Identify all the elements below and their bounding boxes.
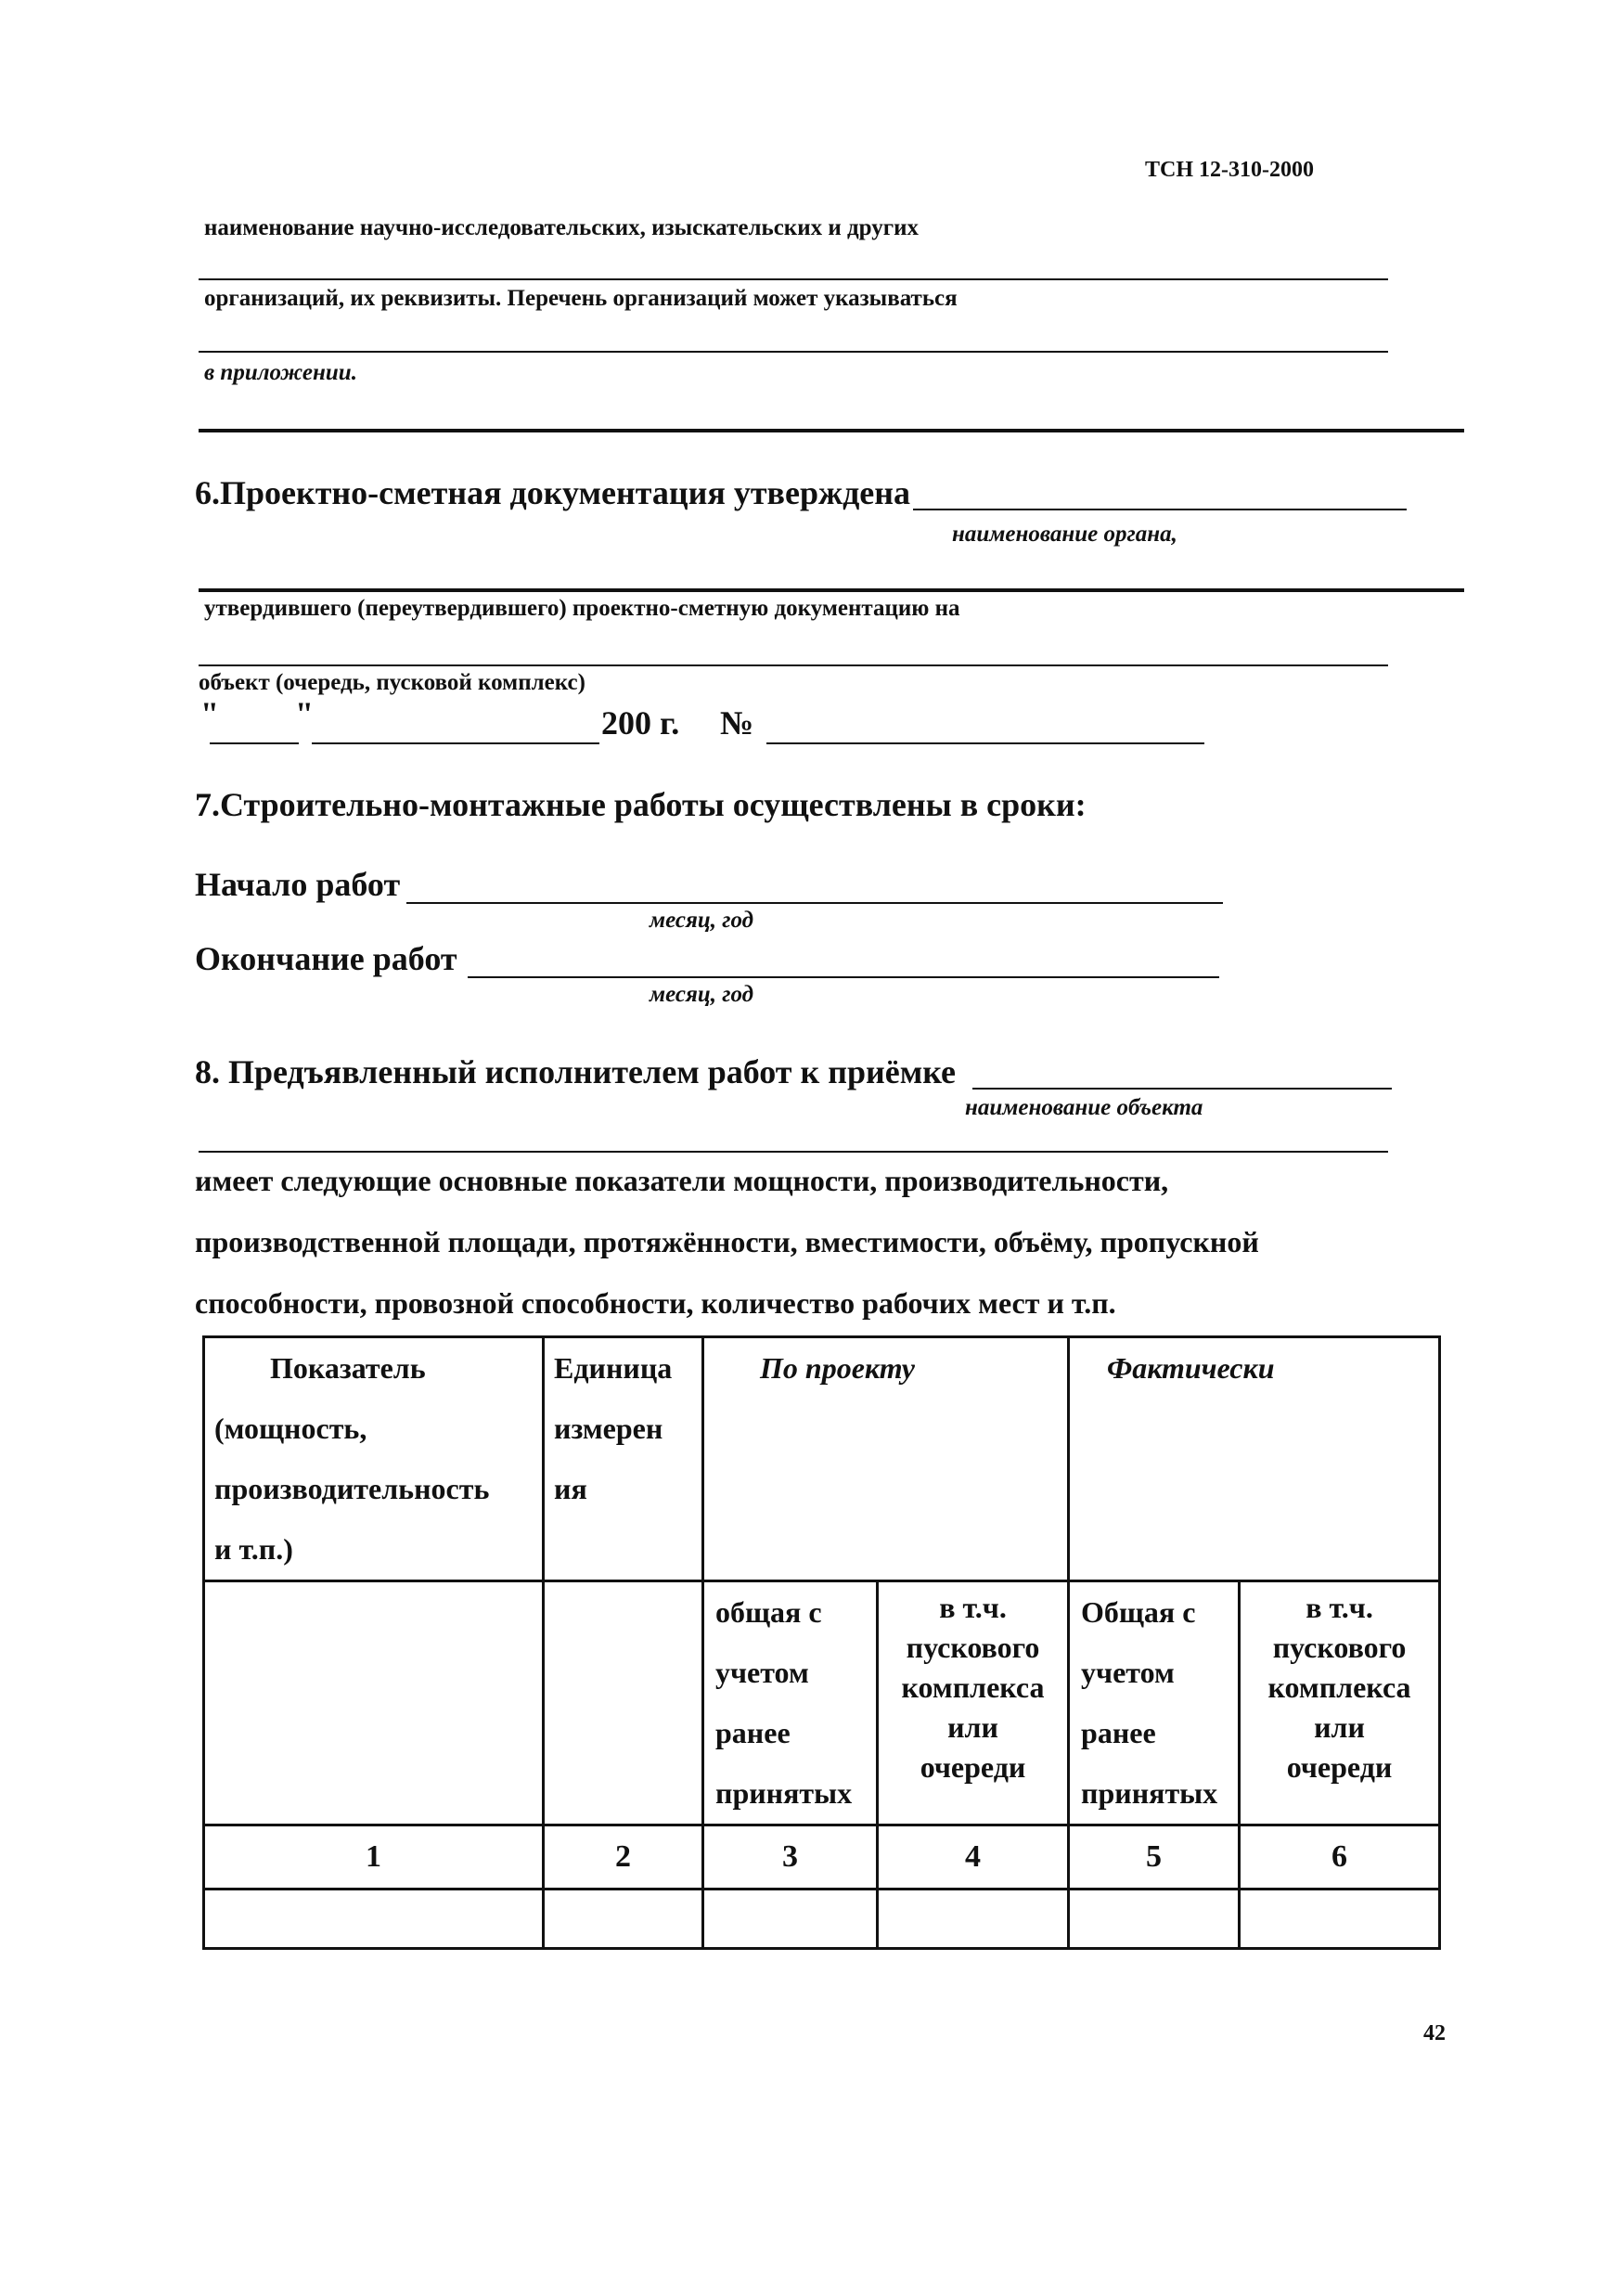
actual-launch-line-1: в т.ч. (1306, 1591, 1373, 1624)
actual-launch-line-4: или (1314, 1710, 1365, 1744)
data-cell-unit[interactable] (544, 1890, 703, 1949)
project-launch-line-5: очереди (920, 1750, 1026, 1784)
actual-launch-header-cell (1240, 1581, 1440, 1825)
actual-total-header-cell (1069, 1581, 1240, 1825)
indicator-header-line-2: (мощность, (214, 1412, 367, 1445)
column-number-1: 1 (204, 1825, 544, 1890)
actual-total-line-1: Общая с (1081, 1595, 1196, 1629)
actual-launch-line-3: комплекса (1267, 1670, 1411, 1704)
intro-rule-1 (199, 278, 1388, 280)
intro-line-2: организаций, их реквизиты. Перечень организаций может указываться (204, 286, 958, 311)
unit-header-line-2: измерен (554, 1412, 663, 1445)
end-label: Окончание работ (195, 940, 457, 977)
project-total-line-3: ранее (715, 1716, 791, 1749)
data-cell-indicator[interactable] (204, 1890, 544, 1949)
intro-line-1: наименование научно-исследовательских, изыскательских и других (204, 215, 919, 240)
project-header-cell (703, 1337, 1069, 1581)
section8-title: 8. Предъявленный исполнителем работ к приёмке (195, 1053, 957, 1090)
data-cell-actual-total[interactable] (1069, 1890, 1240, 1949)
project-total-header-cell (703, 1581, 878, 1825)
section6-hint: наименование органа, (952, 522, 1177, 547)
data-cell-project-launch[interactable] (878, 1890, 1069, 1949)
end-date-field[interactable] (468, 976, 1219, 978)
intro-rule-3 (199, 429, 1464, 432)
sub-header-empty-2 (544, 1581, 703, 1825)
page-number: 42 (1423, 2021, 1446, 2045)
number-sign: № (720, 704, 754, 742)
section8-paragraph-2: производственной площади, протяжённости, вместимости, объёму, пропускной (195, 1225, 1259, 1258)
column-number-3: 3 (703, 1825, 878, 1890)
indicator-header-line-3: производительность (214, 1472, 490, 1505)
actual-total-line-4: принятых (1081, 1776, 1218, 1810)
project-total-line-1: общая с (715, 1595, 822, 1629)
section6-title: 6.Проектно-сметная документация утверждена (195, 474, 910, 511)
intro-line-3: в приложении. (204, 360, 357, 385)
project-total-line-4: принятых (715, 1776, 853, 1810)
indicator-header-cell (204, 1337, 544, 1581)
indicators-table (202, 1335, 1441, 1950)
section6-line-3: объект (очередь, пусковой комплекс) (199, 670, 585, 695)
actual-launch-line-5: очереди (1286, 1750, 1393, 1784)
actual-total-line-3: ранее (1081, 1716, 1156, 1749)
section6-rule-2[interactable] (199, 664, 1388, 666)
date-open-quote: " (200, 695, 219, 732)
indicator-header-line-4: и т.п.) (214, 1532, 293, 1566)
project-total-line-2: учетом (715, 1656, 809, 1689)
unit-header-line-1: Единица (554, 1351, 673, 1385)
column-number-6: 6 (1240, 1825, 1440, 1890)
column-number-4: 4 (878, 1825, 1069, 1890)
column-number-5: 5 (1069, 1825, 1240, 1890)
section8-paragraph-3: способности, провозной способности, количество рабочих мест и т.п. (195, 1286, 1116, 1320)
unit-header-line-3: ия (554, 1472, 587, 1505)
actual-launch-line-2: пускового (1272, 1631, 1407, 1664)
project-launch-header-cell (878, 1581, 1069, 1825)
section6-approver-field[interactable] (913, 509, 1407, 510)
actual-header: Фактически (1107, 1351, 1275, 1385)
document-number-field[interactable] (766, 742, 1204, 744)
date-day-field[interactable] (210, 742, 299, 744)
column-number-2: 2 (544, 1825, 703, 1890)
project-launch-line-3: комплекса (901, 1670, 1045, 1704)
document-code: ТСН 12-310-2000 (1145, 158, 1314, 182)
data-cell-actual-launch[interactable] (1240, 1890, 1440, 1949)
project-launch-line-2: пускового (906, 1631, 1040, 1664)
project-launch-line-4: или (947, 1710, 998, 1744)
section8-rule[interactable] (199, 1151, 1388, 1153)
object-name-field[interactable] (972, 1088, 1392, 1090)
date-close-quote: " (295, 695, 314, 732)
start-label: Начало работ (195, 866, 401, 903)
section8-paragraph-1: имеет следующие основные показатели мощности, производительности, (195, 1164, 1169, 1197)
start-date-field[interactable] (406, 902, 1223, 904)
date-year: 200 г. (601, 704, 680, 742)
end-hint: месяц, год (650, 982, 754, 1007)
actual-total-line-2: учетом (1081, 1656, 1175, 1689)
intro-rule-2 (199, 351, 1388, 353)
section8-hint: наименование объекта (965, 1095, 1203, 1120)
indicator-header-line-1: Показатель (270, 1351, 426, 1385)
sub-header-empty-1 (204, 1581, 544, 1825)
actual-header-cell (1069, 1337, 1440, 1581)
unit-header-cell (544, 1337, 703, 1581)
data-cell-project-total[interactable] (703, 1890, 878, 1949)
project-launch-line-1: в т.ч. (939, 1591, 1007, 1624)
project-header: По проекту (760, 1351, 915, 1385)
start-hint: месяц, год (650, 908, 754, 933)
section6-line-2: утвердившего (переутвердившего) проектно-сметную документацию на (204, 596, 960, 621)
section6-rule-1[interactable] (199, 588, 1464, 592)
section7-title: 7.Строительно-монтажные работы осуществлены в сроки: (195, 786, 1087, 823)
date-month-field[interactable] (312, 742, 599, 744)
